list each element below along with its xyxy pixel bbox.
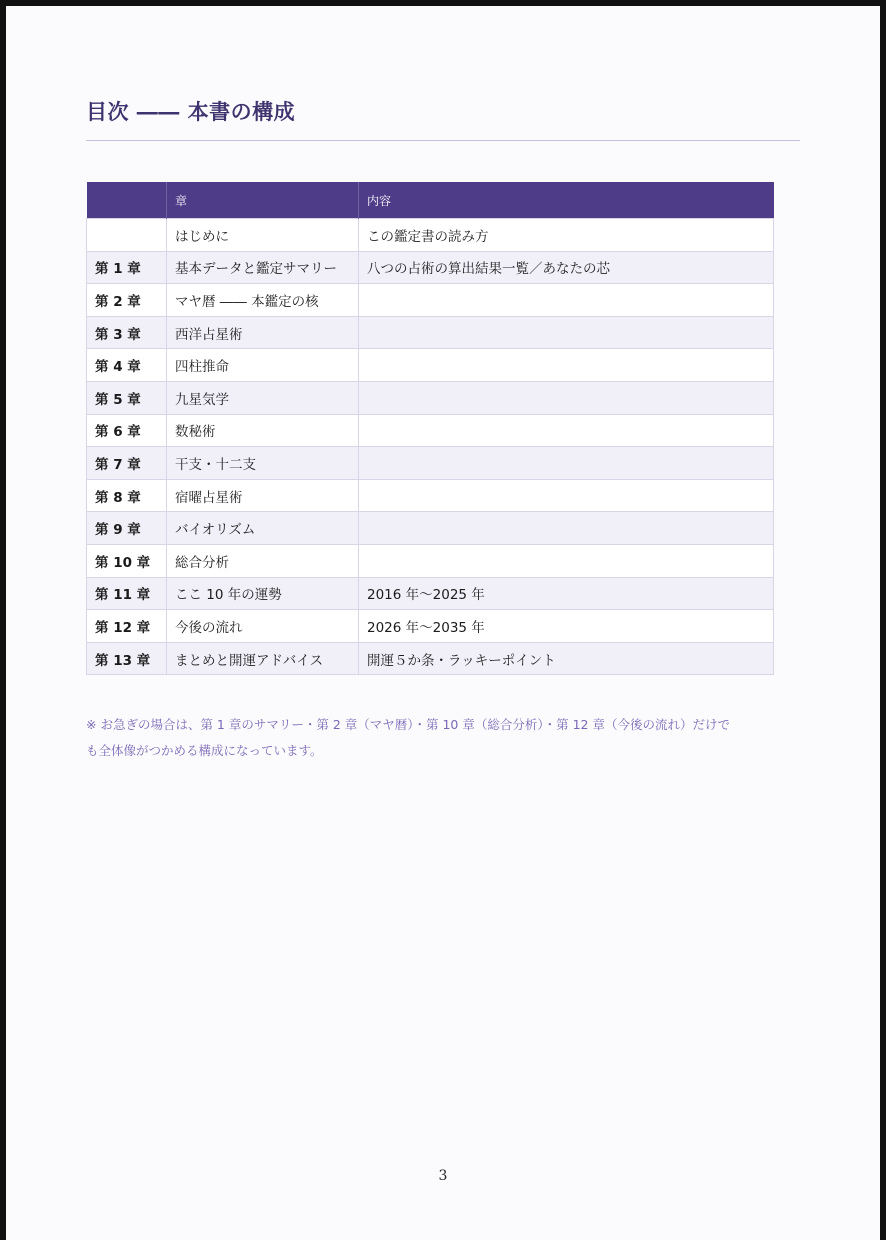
chapter-number-cell: 第 8 章 (87, 479, 167, 512)
chapter-content-cell (359, 381, 774, 414)
table-row (87, 577, 774, 610)
table-row (87, 642, 774, 675)
chapter-content-cell (359, 512, 774, 545)
chapter-number-cell: 第 7 章 (87, 447, 167, 480)
chapter-title-cell: バイオリズム (167, 512, 359, 545)
chapter-content-cell: 2016 年～2025 年 (359, 577, 774, 610)
table-row (87, 544, 774, 577)
header-cell-content: 内容 (359, 182, 774, 219)
reading-note-line-2: も全体像がつかめる構成になっています。 (86, 743, 323, 758)
chapter-content-cell (359, 479, 774, 512)
chapter-title-cell: 四柱推命 (167, 349, 359, 382)
chapter-title-cell: 干支・十二支 (167, 447, 359, 480)
chapter-content-cell (359, 414, 774, 447)
chapter-content-cell: この鑑定書の読み方 (359, 219, 774, 252)
chapter-title-cell: ここ 10 年の運勢 (167, 577, 359, 610)
table-row (87, 251, 774, 284)
chapter-number-cell: 第 13 章 (87, 642, 167, 675)
toc-table (86, 182, 774, 675)
chapter-content-cell (359, 544, 774, 577)
chapter-title-cell: 数秘術 (167, 414, 359, 447)
chapter-title-cell: マヤ暦 ―― 本鑑定の核 (167, 284, 359, 317)
table-row (87, 219, 774, 252)
document-page (6, 6, 880, 1240)
chapter-number-cell (87, 219, 167, 252)
table-row (87, 479, 774, 512)
chapter-content-cell (359, 447, 774, 480)
header-cell-chapter: 章 (167, 182, 359, 219)
table-row (87, 316, 774, 349)
table-row (87, 447, 774, 480)
chapter-content-cell (359, 349, 774, 382)
reading-note (86, 712, 806, 764)
chapter-title-cell: まとめと開運アドバイス (167, 642, 359, 675)
chapter-content-cell: 開運５か条・ラッキーポイント (359, 642, 774, 675)
chapter-title-cell: 基本データと鑑定サマリー (167, 251, 359, 284)
toc-table-body (87, 219, 774, 675)
chapter-number-cell: 第 1 章 (87, 251, 167, 284)
table-row (87, 512, 774, 545)
header-cell-chapter-number (87, 182, 167, 219)
page-title: 目次 ―― 本書の構成 (86, 99, 296, 124)
chapter-title-cell: 西洋占星術 (167, 316, 359, 349)
chapter-number-cell: 第 9 章 (87, 512, 167, 545)
header-row (87, 182, 774, 219)
chapter-number-cell: 第 4 章 (87, 349, 167, 382)
table-row (87, 610, 774, 643)
chapter-number-cell: 第 11 章 (87, 577, 167, 610)
chapter-number-cell: 第 10 章 (87, 544, 167, 577)
table-row (87, 284, 774, 317)
chapter-number-cell: 第 6 章 (87, 414, 167, 447)
table-row (87, 381, 774, 414)
table-row (87, 349, 774, 382)
page-number: 3 (438, 1168, 448, 1184)
reading-note-line-1: ※ お急ぎの場合は、第 1 章のサマリー・第 2 章（マヤ暦）・第 10 章（総合分析）・第 12 章（今後の流れ）だけで (86, 717, 730, 732)
chapter-number-cell: 第 3 章 (87, 316, 167, 349)
chapter-content-cell: 八つの占術の算出結果一覧／あなたの芯 (359, 251, 774, 284)
toc-table-header (87, 182, 774, 219)
chapter-number-cell: 第 2 章 (87, 284, 167, 317)
chapter-number-cell: 第 12 章 (87, 610, 167, 643)
chapter-title-cell: 九星気学 (167, 381, 359, 414)
table-row (87, 414, 774, 447)
chapter-content-cell: 2026 年～2035 年 (359, 610, 774, 643)
title-block (86, 96, 800, 141)
chapter-title-cell: 総合分析 (167, 544, 359, 577)
chapter-title-cell: はじめに (167, 219, 359, 252)
chapter-content-cell (359, 316, 774, 349)
chapter-title-cell: 宿曜占星術 (167, 479, 359, 512)
chapter-title-cell: 今後の流れ (167, 610, 359, 643)
chapter-content-cell (359, 284, 774, 317)
chapter-number-cell: 第 5 章 (87, 381, 167, 414)
